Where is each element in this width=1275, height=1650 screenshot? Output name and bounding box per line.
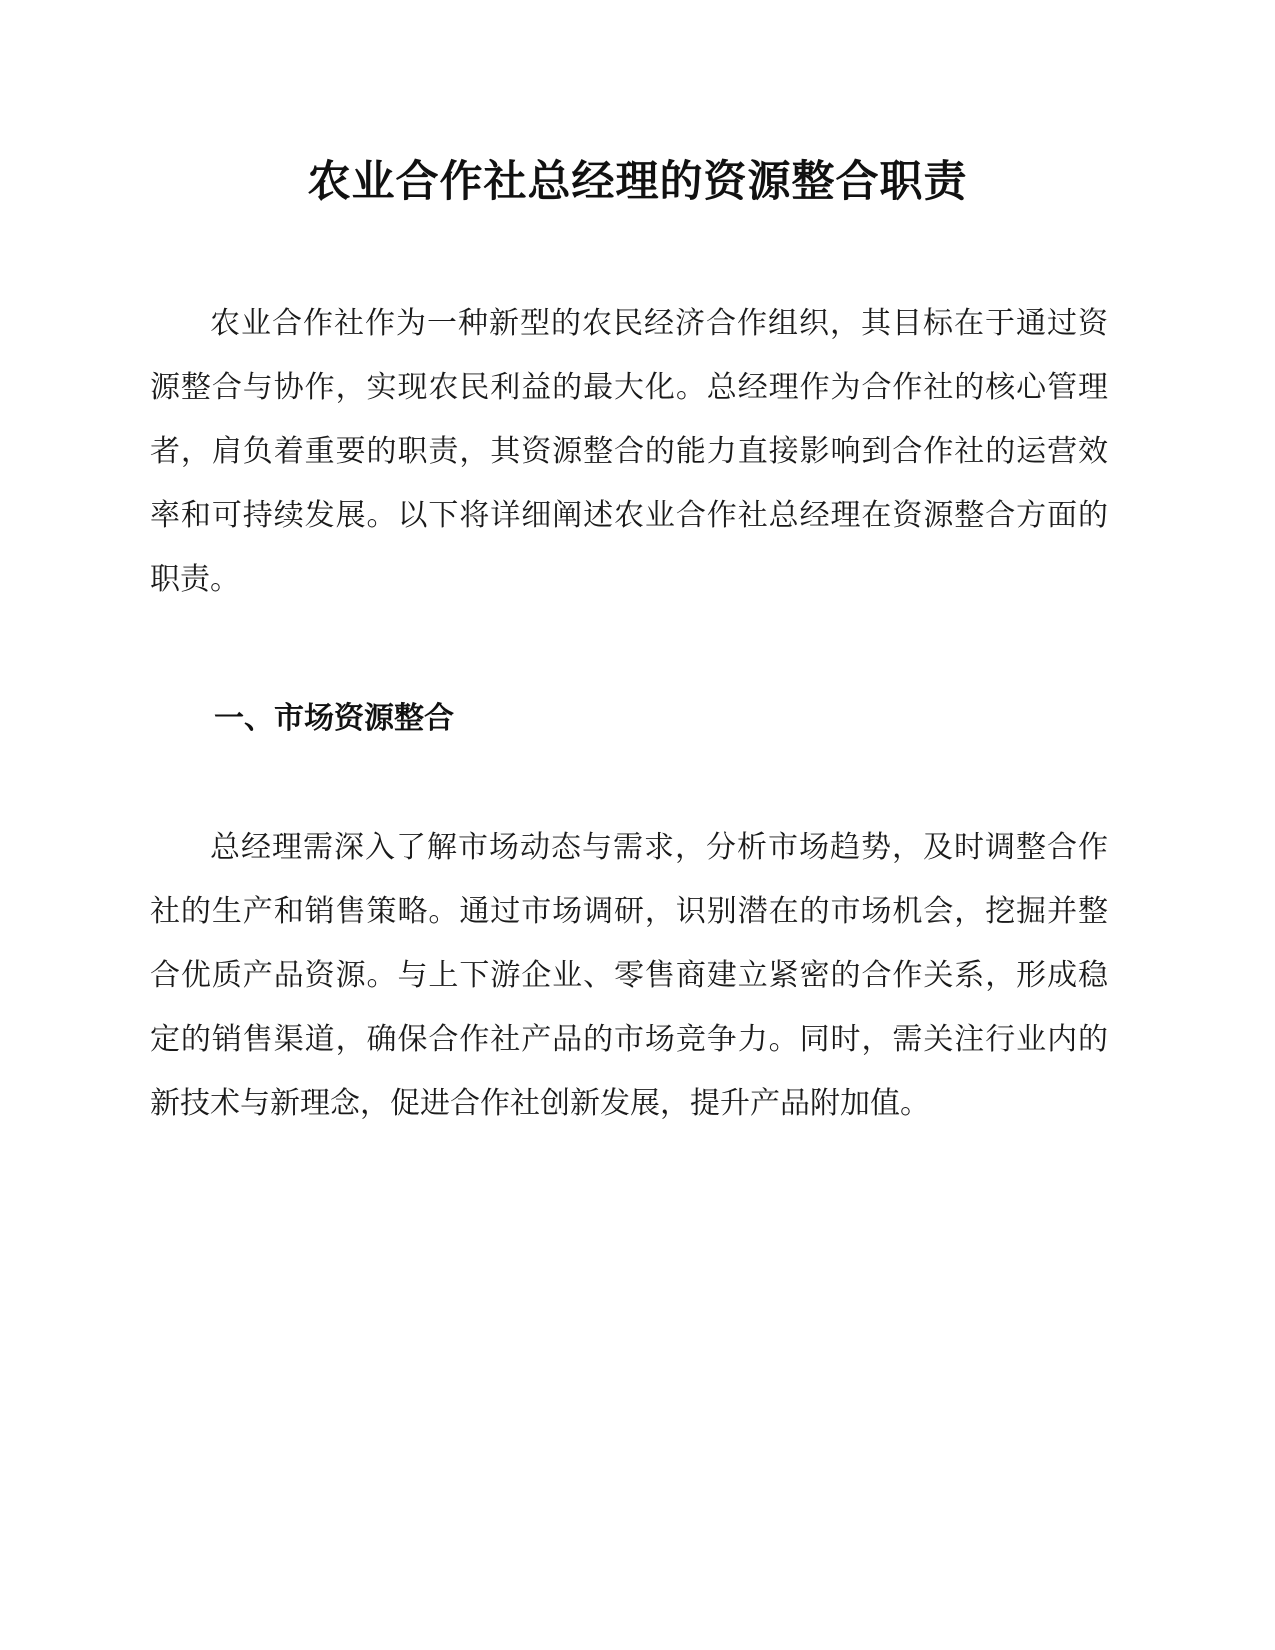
- section-heading-market-resources: 一、市场资源整合: [214, 701, 454, 736]
- intro-paragraph: 农业合作社作为一种新型的农民经济合作组织，其目标在于通过资源整合与协作，实现农民利益的最大化。总经理作为合作社的核心管理者，肩负着重要的职责，其资源整合的能力直接影响到合作社的运营效率和可持续发展。以下将详细阐述农业合作社总经理在资源整合方面的职责。: [150, 306, 1108, 597]
- document-title: 农业合作社总经理的资源整合职责: [307, 157, 968, 207]
- section-paragraph-market-resources: 总经理需深入了解市场动态与需求，分析市场趋势，及时调整合作社的生产和销售策略。通过市场调研，识别潜在的市场机会，挖掘并整合优质产品资源。与上下游企业、零售商建立紧密的合作关系，形成稳定的销售渠道，确保合作社产品的市场竞争力。同时，需关注行业内的新技术与新理念，促进合作社创新发展，提升产品附加值。: [150, 830, 1108, 1121]
